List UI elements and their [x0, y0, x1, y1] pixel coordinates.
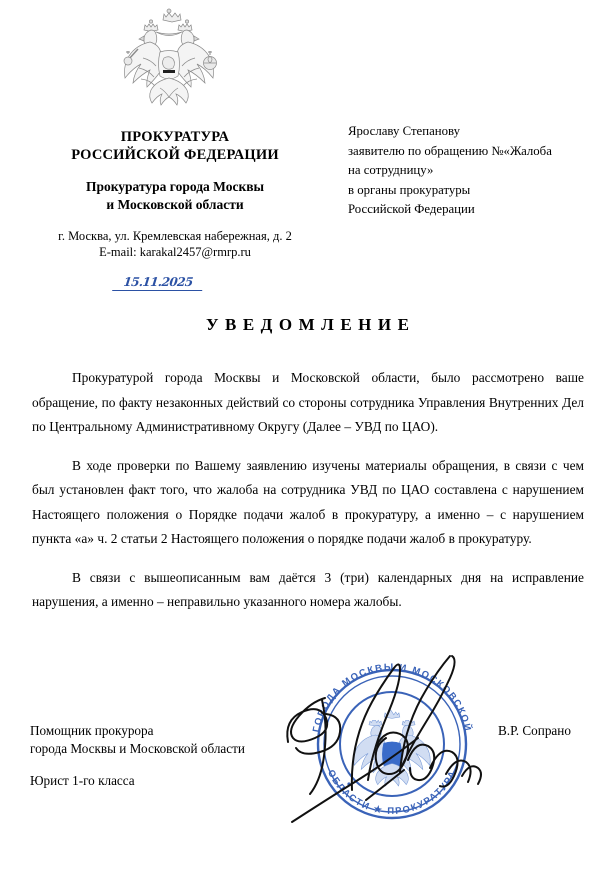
- body-paragraph-3: В связи с вышеописанным вам даётся 3 (три) календарных дня на исправление нарушения, а именно – неправильно указанного номера жалобы.: [32, 569, 584, 609]
- letterhead: [30, 128, 320, 260]
- addressee-line4: в органы прокуратуры: [348, 182, 471, 197]
- addressee-block: [348, 122, 598, 220]
- document-title: УВЕДОМЛЕНИЕ: [206, 315, 416, 334]
- letterhead-email: E-mail: karakal2457@rmrp.ru: [99, 244, 251, 259]
- addressee-line2: заявителю по обращению №«Жалоба: [348, 143, 552, 158]
- letterhead-organization-line1: ПРОКУРАТУРА: [120, 129, 230, 145]
- document-body: [32, 366, 584, 629]
- signer-role-block: [30, 722, 330, 790]
- signer-role-line1: Помощник прокурора: [30, 723, 154, 738]
- seal-text-top: ГОРОДА МОСКВЫ И МОСКОВСКОЙ: [310, 661, 474, 734]
- body-paragraph-1: Прокуратурой города Москвы и Московской области, было рассмотрено ваше обращение, по факту незаконных действий со стороны сотрудника Управления Внутренних Дел по Центральному Административному Округу (Далее – УВД по ЦАО).: [32, 370, 584, 434]
- letterhead-department-line2: и Московской области: [106, 197, 244, 212]
- date-stamp: 15.11.2025: [112, 275, 204, 291]
- addressee-line3: на сотрудницу»: [348, 163, 434, 177]
- signer-name: В.Р. Сопрано: [498, 723, 571, 738]
- addressee-line1: Ярославу Степанову: [348, 124, 461, 138]
- letterhead-address: г. Москва, ул. Кремлевская набережная, д. 2: [58, 229, 292, 243]
- seal-text-bottom: ОБЛАСТИ ★ ПРОКУРАТУРА: [324, 768, 460, 818]
- letterhead-organization-line2: РОССИЙСКОЙ ФЕДЕРАЦИИ: [71, 147, 279, 163]
- signer-rank: Юрист 1-го класса: [30, 773, 135, 788]
- addressee-line5: Российской Федерации: [348, 202, 475, 216]
- signer-role-line2: города Москвы и Московской области: [30, 741, 245, 756]
- letterhead-department-line1: Прокуратура города Москвы: [85, 179, 265, 194]
- body-paragraph-2: В ходе проверки по Вашему заявлению изучены материалы обращения, в связи с чем был установлен факт того, что жалоба на сотрудника УВД по ЦАО составлена с нарушением Настоящего положения о Порядке подачи жалоб в прокуратуру, а именно – с нарушением пункта «а» ч. 2 статьи 2 Настоящего положения о порядке подачи жалоб в прокуратуру.: [32, 457, 584, 546]
- coat-of-arms-icon: [113, 8, 225, 118]
